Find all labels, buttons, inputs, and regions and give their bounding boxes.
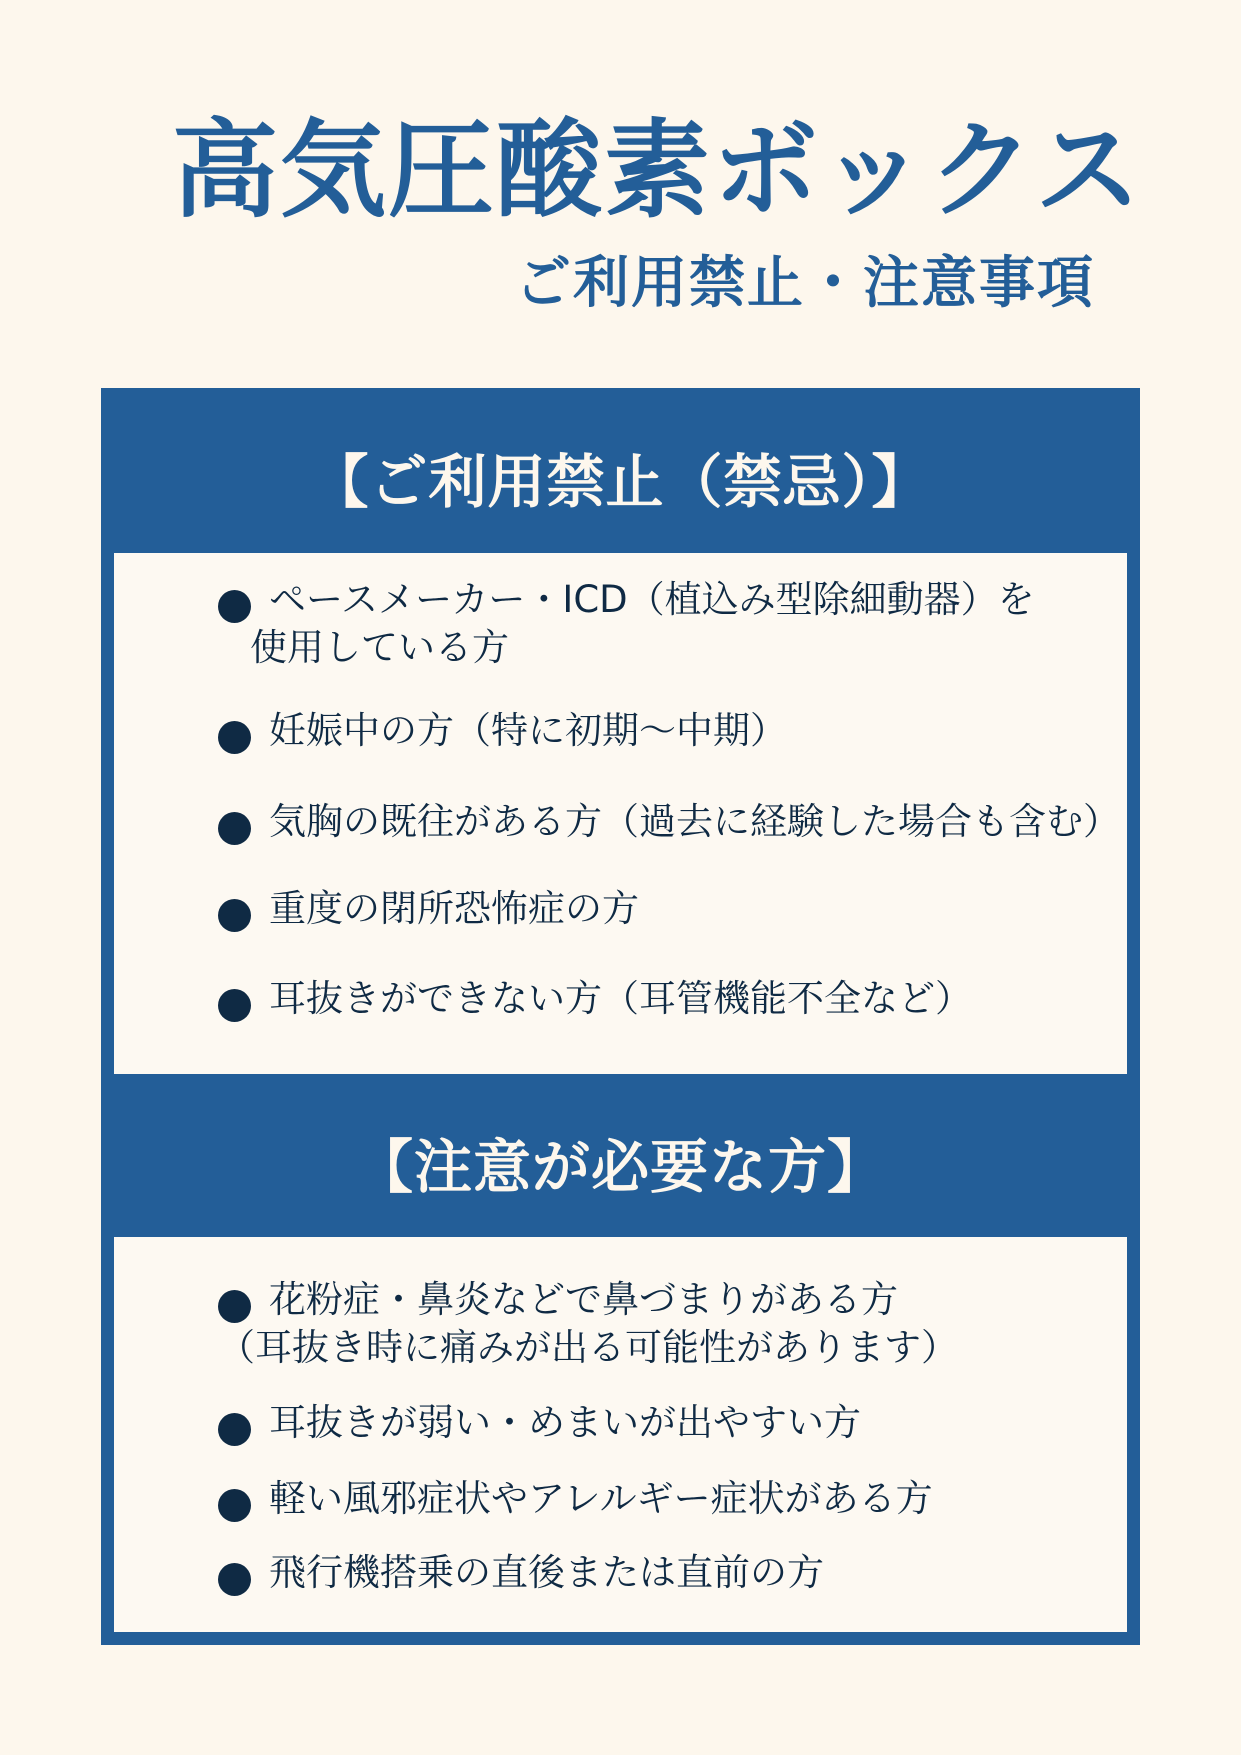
- list-item: [235, 975, 972, 1023]
- list-item-text: 重度の閉所恐怖症の方: [269, 887, 639, 930]
- bullet-icon: [218, 812, 251, 845]
- bullet-icon: [218, 1563, 251, 1596]
- caution-section-header: 【注意が必要な方】: [114, 1087, 1127, 1237]
- list-item: [235, 576, 1035, 672]
- prohibited-section-header: 【ご利用禁止（禁忌）】: [114, 401, 1127, 553]
- list-item-text-continued: （耳抜き時に痛みが出る可能性があります）: [218, 1326, 958, 1370]
- list-item: [235, 1549, 824, 1597]
- list-item: [235, 1399, 861, 1447]
- bullet-icon: [218, 1290, 251, 1323]
- list-item: [218, 1276, 958, 1372]
- bullet-icon: [218, 721, 251, 754]
- list-item: [235, 885, 639, 933]
- prohibited-section: [101, 388, 1140, 1074]
- list-item-text: 妊娠中の方（特に初期〜中期）: [269, 709, 787, 752]
- caution-section: [101, 1074, 1140, 1645]
- list-item: [235, 707, 787, 755]
- bullet-icon: [218, 1413, 251, 1446]
- list-item-text-continued: 使用している方: [250, 626, 509, 670]
- list-item-text: 飛行機搭乗の直後または直前の方: [269, 1551, 824, 1594]
- list-item: [235, 798, 1120, 846]
- bullet-icon: [218, 1489, 251, 1522]
- page-subtitle: ご利用禁止・注意事項: [515, 251, 1095, 316]
- page-title: 高気圧酸素ボックス: [172, 109, 1143, 232]
- list-item-text: 耳抜きができない方（耳管機能不全など）: [269, 977, 972, 1020]
- list-item-text: 軽い風邪症状やアレルギー症状がある方: [269, 1477, 933, 1520]
- list-item-text: 気胸の既往がある方（過去に経験した場合も含む）: [269, 800, 1120, 843]
- bullet-icon: [218, 590, 251, 623]
- bullet-icon: [218, 899, 251, 932]
- list-item-text: 耳抜きが弱い・めまいが出やすい方: [269, 1401, 861, 1444]
- list-item: [235, 1475, 933, 1523]
- list-item-text: 花粉症・鼻炎などで鼻づまりがある方: [269, 1278, 898, 1321]
- list-item-text: ペースメーカー・ICD（植込み型除細動器）を: [269, 578, 1035, 621]
- bullet-icon: [218, 989, 251, 1022]
